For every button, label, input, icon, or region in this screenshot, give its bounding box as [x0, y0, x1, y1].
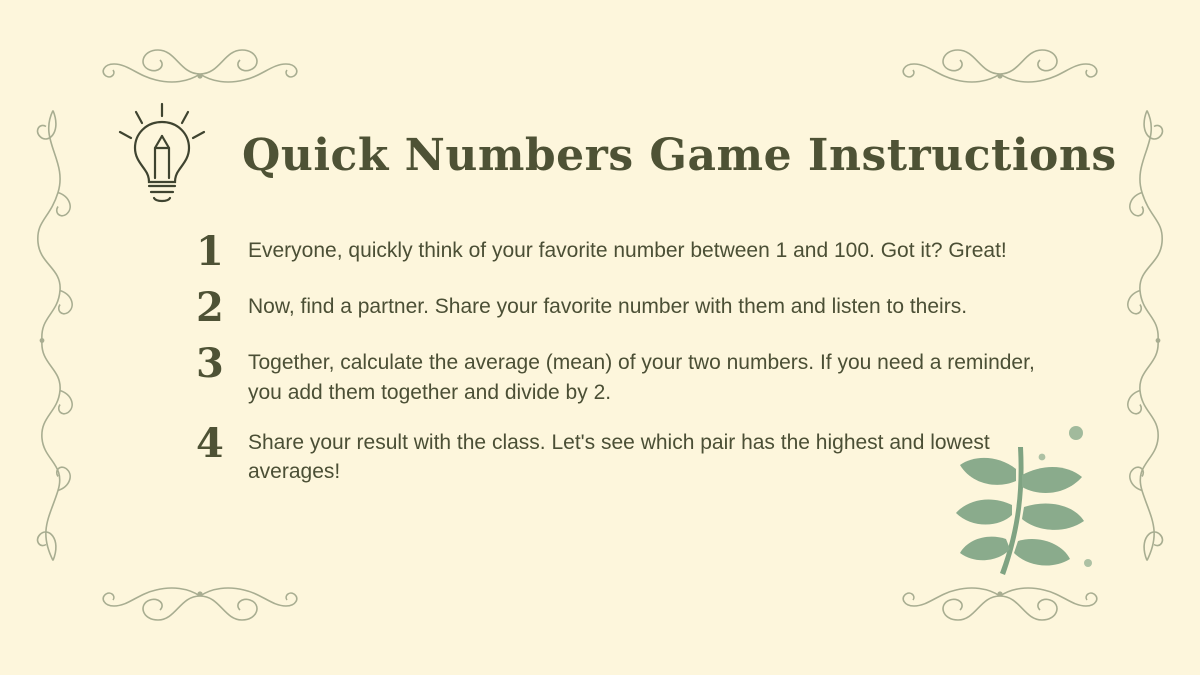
ornament-left — [28, 100, 78, 575]
ornament-top-right — [880, 30, 1120, 95]
step-text: Now, find a partner. Share your favorite number with them and listen to theirs. — [248, 295, 968, 318]
ornament-right — [1122, 100, 1172, 575]
step-text: Share your result with the class. Let's see which pair has the highest and lowest averages! — [248, 430, 990, 484]
leaf-branch-icon — [922, 415, 1112, 605]
ornament-top-left — [80, 30, 320, 95]
page-title: Quick Numbers Game Instructions — [242, 129, 1117, 181]
lightbulb-icon — [110, 100, 214, 210]
title-row — [110, 100, 1117, 210]
step-number: 4 — [196, 419, 224, 467]
step-text: Together, calculate the average (mean) of your two numbers. If you need a reminder, you add them together and divide by 2. — [248, 351, 1035, 404]
list-item — [196, 284, 1070, 331]
list-item — [196, 340, 1070, 408]
step-text: Everyone, quickly think of your favorite number between 1 and 100. Got it? Great! — [248, 239, 1007, 262]
list-item — [196, 228, 1070, 275]
ornament-bottom-left — [80, 580, 320, 645]
step-number: 1 — [196, 228, 224, 275]
step-number: 2 — [196, 284, 224, 331]
step-number: 3 — [196, 340, 224, 387]
